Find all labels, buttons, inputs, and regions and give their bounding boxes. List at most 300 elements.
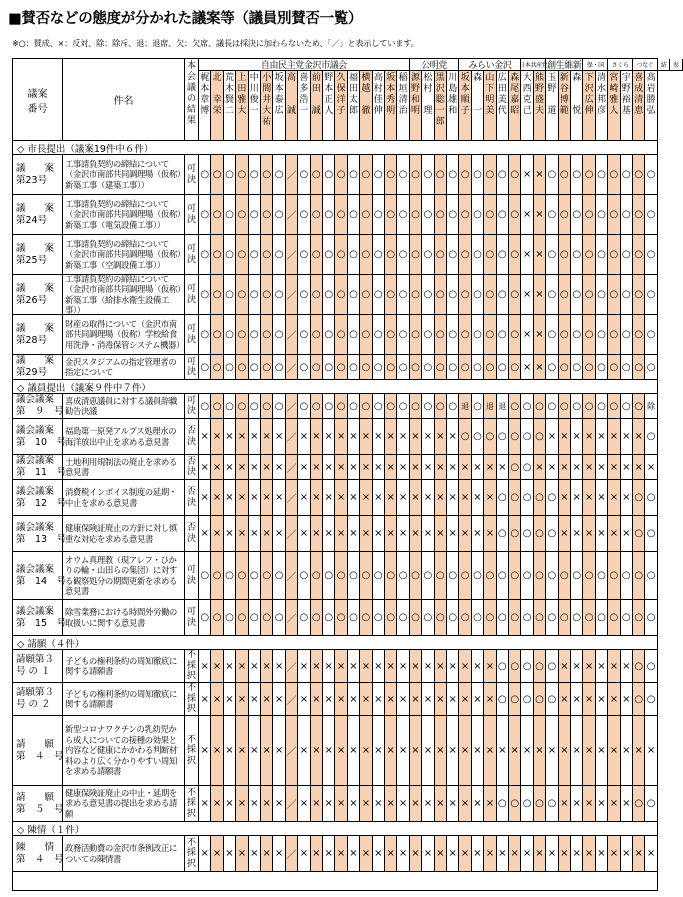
member-name: 玉 野 道	[546, 71, 558, 141]
vote-cell: ○	[509, 394, 521, 419]
vote-cell: ×	[224, 480, 236, 516]
vote-cell: ×	[360, 480, 372, 516]
member-name: 小 間 井 大 祐	[261, 71, 273, 141]
vote-cell: ○	[583, 600, 595, 636]
vote-cell: ／	[286, 836, 298, 872]
item-result: 可 決	[185, 394, 199, 419]
vote-cell: ○	[559, 315, 571, 355]
member-name: 前 田 誠	[311, 71, 323, 141]
vote-cell: ○	[224, 355, 236, 380]
item-result: 不 採 択	[185, 683, 199, 716]
vote-cell: ×	[633, 419, 645, 455]
vote-cell: ○	[608, 600, 620, 636]
party-group: 自由民主党金沢市議会	[199, 59, 410, 71]
vote-cell: ×	[596, 650, 608, 683]
party-group: 創生維新	[547, 61, 582, 71]
member-name: 宮 崎 雅 人	[608, 71, 620, 141]
vote-cell: ○	[311, 275, 323, 315]
vote-cell: ×	[559, 786, 571, 822]
vote-cell: ×	[261, 516, 273, 552]
vote-cell: ×	[360, 650, 372, 683]
vote-cell: ×	[459, 716, 471, 786]
vote-cell: ○	[472, 355, 484, 380]
vote-cell: ○	[397, 552, 409, 600]
vote-cell: ×	[261, 480, 273, 516]
vote-cell: ×	[224, 836, 236, 872]
vote-cell: ×	[559, 836, 571, 872]
vote-cell: ○	[497, 600, 509, 636]
vote-cell: ○	[385, 394, 397, 419]
vote-cell: ○	[559, 235, 571, 275]
vote-cell: ○	[373, 235, 385, 275]
vote-cell: ×	[385, 516, 397, 552]
vote-cell: ○	[323, 355, 335, 380]
vote-cell: ／	[286, 516, 298, 552]
member-name: 森 悦	[571, 71, 583, 141]
vote-cell: ○	[422, 195, 434, 235]
vote-cell: ×	[236, 786, 248, 822]
vote-cell: ○	[298, 275, 310, 315]
vote-cell: ○	[360, 315, 372, 355]
vote-cell: ／	[286, 275, 298, 315]
vote-cell: ×	[224, 786, 236, 822]
vote-cell: ○	[546, 155, 558, 195]
vote-cell: ×	[534, 315, 546, 355]
vote-cell: ×	[447, 836, 459, 872]
vote-cell: ○	[323, 155, 335, 195]
vote-cell: ×	[236, 716, 248, 786]
vote-cell: ×	[435, 455, 447, 480]
vote-cell: ×	[410, 455, 422, 480]
vote-cell: ×	[323, 419, 335, 455]
vote-cell: ×	[621, 836, 633, 872]
party-group: さくら	[608, 59, 633, 71]
vote-cell: ×	[199, 683, 211, 716]
vote-cell: ×	[261, 419, 273, 455]
vote-cell: ○	[645, 516, 657, 552]
vote-cell: ×	[397, 786, 409, 822]
vote-cell: ×	[534, 275, 546, 315]
vote-cell: ○	[435, 315, 447, 355]
vote-cell: ○	[348, 394, 360, 419]
vote-cell: ○	[621, 355, 633, 380]
vote-cell: ○	[211, 394, 223, 419]
vote-cell: 除	[645, 394, 657, 419]
vote-cell: ○	[484, 355, 496, 380]
vote-cell: ×	[521, 315, 533, 355]
header-number: 議案 番号	[13, 59, 63, 141]
vote-cell: ×	[596, 836, 608, 872]
vote-cell: ○	[559, 195, 571, 235]
vote-cell: ×	[459, 480, 471, 516]
vote-cell: ○	[546, 275, 558, 315]
vote-cell: ○	[199, 235, 211, 275]
vote-cell: ×	[323, 480, 335, 516]
vote-cell: ×	[422, 836, 434, 872]
vote-cell: ○	[397, 394, 409, 419]
vote-cell: ×	[236, 683, 248, 716]
vote-cell: ×	[311, 516, 323, 552]
item-name: オウム真理教（現アレフ・ひかりの輪・山田らの集団）に対する観察処分の期間更新を求める意見書	[63, 552, 185, 600]
vote-cell: ○	[224, 394, 236, 419]
vote-cell: ○	[249, 195, 261, 235]
vote-cell: ○	[236, 235, 248, 275]
vote-cell: ×	[397, 516, 409, 552]
vote-cell: ○	[534, 683, 546, 716]
vote-cell: ○	[621, 600, 633, 636]
vote-cell: ○	[546, 683, 558, 716]
vote-cell: ○	[249, 275, 261, 315]
vote-cell: ×	[373, 455, 385, 480]
vote-cell: ×	[249, 786, 261, 822]
party-group: みらい金沢	[459, 59, 521, 71]
vote-cell: ×	[199, 455, 211, 480]
vote-cell: ×	[534, 716, 546, 786]
vote-cell: ×	[583, 516, 595, 552]
vote-cell: ×	[571, 480, 583, 516]
vote-cell: ×	[224, 650, 236, 683]
vote-cell: ×	[546, 419, 558, 455]
vote-cell: ○	[546, 235, 558, 275]
vote-cell: ×	[596, 786, 608, 822]
vote-cell: ○	[261, 355, 273, 380]
vote-cell: ×	[621, 650, 633, 683]
item-number: 議 案 第24号	[13, 195, 63, 235]
vote-cell: ○	[583, 355, 595, 380]
vote-cell: ○	[311, 235, 323, 275]
vote-cell: ○	[509, 419, 521, 455]
vote-cell: ○	[348, 235, 360, 275]
vote-cell: ○	[224, 275, 236, 315]
vote-cell: ○	[472, 419, 484, 455]
vote-cell: ○	[534, 650, 546, 683]
vote-cell: ○	[410, 394, 422, 419]
vote-cell: ×	[472, 650, 484, 683]
vote-cell: ○	[410, 600, 422, 636]
vote-cell: ○	[596, 275, 608, 315]
vote-cell: ×	[608, 516, 620, 552]
vote-cell: ○	[546, 315, 558, 355]
vote-cell: ×	[397, 419, 409, 455]
vote-cell: ×	[224, 516, 236, 552]
member-name: 黒 沢 聡 一 郎	[435, 71, 447, 141]
vote-cell: ○	[645, 419, 657, 455]
vote-cell: ○	[509, 786, 521, 822]
vote-cell: ×	[509, 836, 521, 872]
vote-cell: ○	[633, 480, 645, 516]
vote-cell: ×	[385, 419, 397, 455]
vote-cell: ×	[472, 455, 484, 480]
vote-cell: ○	[509, 355, 521, 380]
vote-cell: ○	[199, 315, 211, 355]
vote-cell: ○	[236, 195, 248, 235]
vote-cell: ○	[571, 600, 583, 636]
vote-cell: ○	[621, 155, 633, 195]
vote-cell: ○	[472, 315, 484, 355]
vote-cell: ×	[311, 650, 323, 683]
vote-cell: ○	[410, 155, 422, 195]
vote-cell: ×	[323, 716, 335, 786]
vote-cell: ×	[323, 836, 335, 872]
vote-cell: ○	[360, 155, 372, 195]
vote-cell: ×	[571, 786, 583, 822]
vote-cell: ○	[497, 786, 509, 822]
vote-cell: ○	[211, 195, 223, 235]
vote-cell: ×	[323, 455, 335, 480]
vote-cell: ○	[546, 195, 558, 235]
vote-cell: ○	[621, 235, 633, 275]
vote-cell: ○	[472, 600, 484, 636]
vote-cell: ○	[373, 195, 385, 235]
item-name: 健康保険証廃止の中止・延期を求める意見書の提出を求める請願	[63, 786, 185, 822]
vote-cell: ×	[621, 480, 633, 516]
vote-cell: ×	[335, 419, 347, 455]
vote-cell: ○	[447, 275, 459, 315]
vote-cell: ×	[199, 786, 211, 822]
vote-cell: ×	[273, 836, 285, 872]
vote-cell: ×	[583, 683, 595, 716]
vote-cell: ○	[311, 355, 323, 380]
vote-cell: ×	[484, 650, 496, 683]
vote-cell: ○	[311, 155, 323, 195]
vote-cell: ×	[410, 836, 422, 872]
vote-cell: ×	[236, 419, 248, 455]
vote-cell: ×	[447, 419, 459, 455]
vote-cell: ○	[273, 235, 285, 275]
vote-cell: ×	[373, 419, 385, 455]
vote-cell: ○	[534, 552, 546, 600]
vote-cell: ×	[249, 516, 261, 552]
vote-cell: ○	[385, 315, 397, 355]
vote-cell: ／	[286, 195, 298, 235]
vote-cell: ○	[534, 786, 546, 822]
vote-cell: ○	[273, 600, 285, 636]
vote-cell: ×	[596, 480, 608, 516]
vote-cell: ×	[236, 455, 248, 480]
item-number: 陳 情 第 ４ 号	[13, 836, 63, 872]
vote-cell: ×	[335, 650, 347, 683]
vote-cell: ×	[211, 650, 223, 683]
vote-cell: ×	[211, 455, 223, 480]
vote-cell: ×	[348, 419, 360, 455]
vote-cell: ○	[236, 275, 248, 315]
vote-cell: ○	[422, 155, 434, 195]
page-title: ■賛否などの態度が分かれた議案等（議員別賛否一覧）	[8, 11, 363, 27]
vote-cell: ×	[621, 516, 633, 552]
vote-cell: ×	[521, 155, 533, 195]
member-name: 山 下 明 美	[484, 71, 496, 141]
vote-cell: ／	[286, 480, 298, 516]
vote-cell: ○	[521, 516, 533, 552]
vote-cell: ○	[311, 195, 323, 235]
vote-cell: ○	[311, 600, 323, 636]
item-name: 福島第一原発アルプス処理水の海洋放出中止を求める意見書	[63, 419, 185, 455]
vote-cell: ○	[261, 155, 273, 195]
member-name: 宇 野 裕 基	[621, 71, 633, 141]
vote-cell: ○	[534, 419, 546, 455]
vote-cell: ○	[311, 552, 323, 600]
vote-cell: ×	[435, 786, 447, 822]
vote-cell: ×	[534, 836, 546, 872]
vote-cell: ○	[435, 275, 447, 315]
vote-cell: ○	[546, 516, 558, 552]
vote-cell: ○	[335, 235, 347, 275]
vote-cell: ×	[583, 650, 595, 683]
vote-cell: ○	[633, 786, 645, 822]
vote-cell: ○	[422, 235, 434, 275]
vote-cell: ×	[311, 419, 323, 455]
vote-cell: ○	[249, 355, 261, 380]
vote-cell: ×	[447, 455, 459, 480]
vote-cell: 退	[459, 394, 471, 419]
member-name: 川 島 雄 和	[447, 71, 459, 141]
vote-cell: ○	[608, 355, 620, 380]
vote-cell: ×	[199, 836, 211, 872]
vote-cell: ／	[286, 683, 298, 716]
item-name: 政務活動費の金沢市条例改正についての陳情書	[63, 836, 185, 872]
vote-cell: ○	[435, 235, 447, 275]
vote-cell: ○	[645, 650, 657, 683]
vote-cell: ／	[286, 786, 298, 822]
vote-cell: ○	[397, 315, 409, 355]
vote-cell: ×	[273, 480, 285, 516]
vote-cell: ×	[211, 516, 223, 552]
vote-cell: ×	[335, 516, 347, 552]
vote-cell: ○	[360, 195, 372, 235]
vote-cell: ○	[199, 394, 211, 419]
item-result: 可 決	[185, 355, 199, 380]
vote-cell: ○	[472, 394, 484, 419]
vote-cell: ×	[546, 836, 558, 872]
vote-cell: ×	[521, 355, 533, 380]
vote-table	[12, 58, 679, 891]
vote-cell: ×	[373, 480, 385, 516]
vote-cell: ○	[422, 275, 434, 315]
vote-cell: ○	[373, 275, 385, 315]
vote-cell: ○	[348, 315, 360, 355]
vote-cell: ○	[571, 195, 583, 235]
vote-cell: ○	[571, 235, 583, 275]
vote-cell: ○	[385, 552, 397, 600]
vote-cell: ×	[348, 683, 360, 716]
vote-cell: ×	[273, 455, 285, 480]
vote-cell: ○	[521, 786, 533, 822]
vote-cell: ○	[385, 355, 397, 380]
vote-cell: ×	[484, 716, 496, 786]
vote-cell: ×	[596, 419, 608, 455]
vote-cell: ×	[273, 650, 285, 683]
vote-cell: ○	[583, 275, 595, 315]
vote-cell: ○	[211, 552, 223, 600]
vote-cell: ○	[559, 600, 571, 636]
vote-cell: ×	[335, 683, 347, 716]
vote-cell: ×	[360, 716, 372, 786]
vote-cell: ○	[335, 394, 347, 419]
vote-cell: ×	[224, 455, 236, 480]
vote-cell: ／	[286, 600, 298, 636]
vote-cell: ×	[249, 480, 261, 516]
item-result: 可 決	[185, 552, 199, 600]
item-number: 議会議案 第 10 号	[13, 419, 63, 455]
vote-cell: ○	[311, 394, 323, 419]
vote-cell: ○	[224, 195, 236, 235]
vote-cell: ○	[497, 315, 509, 355]
vote-cell: ×	[348, 716, 360, 786]
vote-cell: ○	[559, 155, 571, 195]
vote-cell: ×	[484, 683, 496, 716]
vote-cell: ×	[311, 455, 323, 480]
item-number: 議会議案 第 14 号	[13, 552, 63, 600]
vote-cell: ×	[360, 516, 372, 552]
vote-cell: ○	[645, 683, 657, 716]
vote-cell: ×	[410, 650, 422, 683]
vote-cell: ○	[199, 600, 211, 636]
member-name: 高 村 佳 伸	[373, 71, 385, 141]
vote-cell: ×	[621, 683, 633, 716]
vote-cell: ○	[645, 275, 657, 315]
vote-cell: ○	[596, 235, 608, 275]
vote-cell: ／	[286, 650, 298, 683]
vote-cell: ×	[621, 786, 633, 822]
member-name: 坂 本 順 子	[459, 71, 471, 141]
vote-cell: ○	[298, 394, 310, 419]
vote-cell: ○	[459, 552, 471, 600]
vote-cell: ×	[459, 836, 471, 872]
item-name: 土地利用規制法の廃止を求める意見書	[63, 455, 185, 480]
vote-cell: ×	[571, 716, 583, 786]
vote-cell: ×	[484, 516, 496, 552]
vote-cell: ○	[385, 155, 397, 195]
vote-cell: ○	[459, 419, 471, 455]
vote-cell: ×	[435, 650, 447, 683]
vote-cell: ×	[298, 683, 310, 716]
vote-cell: ×	[360, 786, 372, 822]
vote-cell: ○	[621, 552, 633, 600]
vote-cell: ×	[211, 836, 223, 872]
vote-cell: ○	[546, 600, 558, 636]
vote-cell: ×	[435, 683, 447, 716]
member-name: 森 尾 嘉 昭	[509, 71, 521, 141]
vote-cell: ○	[546, 355, 558, 380]
member-name: 上 田 雅 大	[236, 71, 248, 141]
vote-cell: ○	[249, 394, 261, 419]
vote-cell: ×	[596, 516, 608, 552]
vote-cell: 退	[484, 394, 496, 419]
vote-cell: ×	[273, 786, 285, 822]
vote-cell: ○	[621, 315, 633, 355]
vote-cell: ×	[298, 836, 310, 872]
vote-cell: ○	[261, 235, 273, 275]
vote-cell: ○	[422, 600, 434, 636]
vote-cell: ○	[509, 650, 521, 683]
item-result: 可 決	[185, 195, 199, 235]
vote-cell: ○	[385, 235, 397, 275]
vote-cell: ○	[335, 195, 347, 235]
item-number: 議 案 第29号	[13, 355, 63, 380]
vote-cell: ×	[261, 683, 273, 716]
member-name: 横 越 徹	[360, 71, 372, 141]
member-name: 高 誠	[286, 71, 298, 141]
item-name: 新型コロナワクチンの乳幼児から成人についての接種の効果と内容など健康にかかわる判断材料のより広く分かりやすい周知を求める請願書	[63, 716, 185, 786]
vote-cell: ○	[484, 600, 496, 636]
vote-cell: ○	[410, 195, 422, 235]
vote-cell: ×	[447, 786, 459, 822]
item-name: 財産の取得について（金沢市南部共同調理場（仮称）学校給食用洗浄・消毒保管システム機器）	[63, 315, 185, 355]
vote-cell: ○	[608, 315, 620, 355]
vote-cell: ×	[211, 419, 223, 455]
vote-cell: ×	[472, 480, 484, 516]
item-number: 請願第３ 号 の １	[13, 650, 63, 683]
